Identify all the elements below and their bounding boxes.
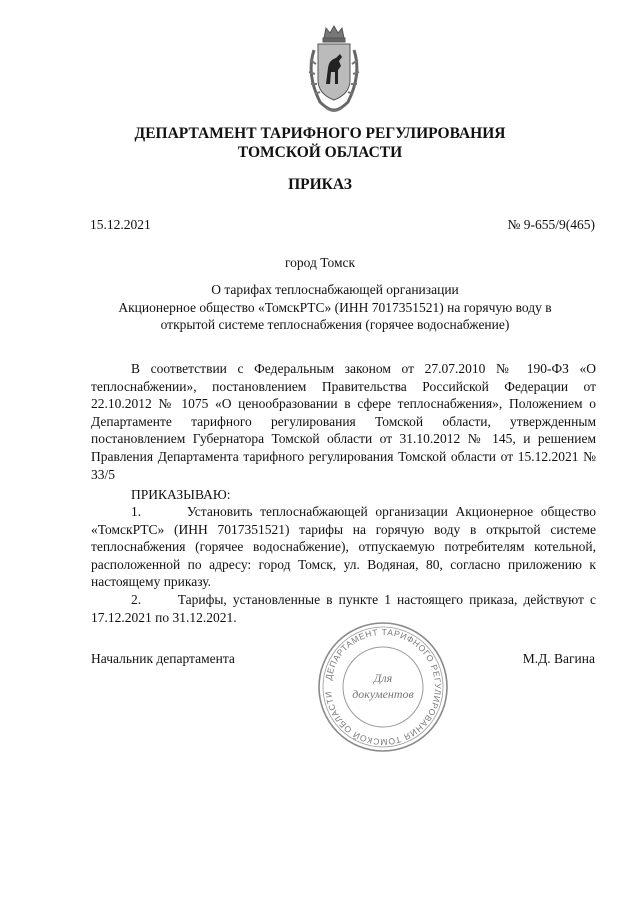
document-city: город Томск [284,255,356,270]
document-type: ПРИКАЗ [288,176,352,193]
department-region: ТОМСКОЙ ОБЛАСТИ [237,144,403,161]
order-item-1: 1. Установить теплоснабжающей организации Акционерное общество «ТомскРТС» (ИНН 7017351521) тарифы на горячую воду в открытой системе теплоснабжения (горячее водоснабжение), отпускаемую потребителям котельной, расположенной по адресу: город Томск, ул. Водяная, 80, согласно приложению к настоящему приказу. [91,504,596,590]
decree-heading: ПРИКАЗЫВАЮ: [131,487,231,502]
signatory-name: М.Д. Вагина [522,651,595,666]
order-item-2: 2. Тарифы, установленные в пункте 1 настоящего приказа, действуют с 17.12.2021 по 31.12.2021. [91,591,596,625]
stamp-center-line: Для [373,671,393,685]
stamp-center-line: документов [352,687,414,701]
official-stamp [316,620,450,754]
coat-of-arms-emblem [298,24,370,116]
document-date: 15.12.2021 [90,217,151,232]
stamp-ring-text: ДЕПАРТАМЕНТ ТАРИФНОГО РЕГУЛИРОВАНИЯ ТОМСКОЙ ОБЛАСТИ [323,626,444,748]
subject-line: О тарифах теплоснабжающей организации [211,282,459,297]
order-items [91,503,596,626]
subject-line: открытой системе теплоснабжения (горячее водоснабжение) [160,317,510,332]
document-number: № 9-655/9(465) [507,217,595,232]
document-subject [70,281,600,334]
department-title: ДЕПАРТАМЕНТ ТАРИФНОГО РЕГУЛИРОВАНИЯ [134,125,506,142]
subject-line: Акционерное общество «ТомскРТС» (ИНН 7017351521) на горячую воду в [118,299,552,315]
signatory-position: Начальник департамента [91,651,235,666]
preamble-paragraph: В соответствии с Федеральным законом от 27.07.2010 № 190-ФЗ «О теплоснабжении», постановлением Правительства Российской Федерации от 22.10.2012 № 1075 «О ценообразовании в сфере теплоснабжения», Положением о Департаменте тарифного регулирования Томской области, утвержденным постановлением Губернатора Томской области от 31.10.2012 № 145, и решением Правления Департамента тарифного регулирования Томской области от 15.12.2021 № 33/5 [91,361,596,482]
